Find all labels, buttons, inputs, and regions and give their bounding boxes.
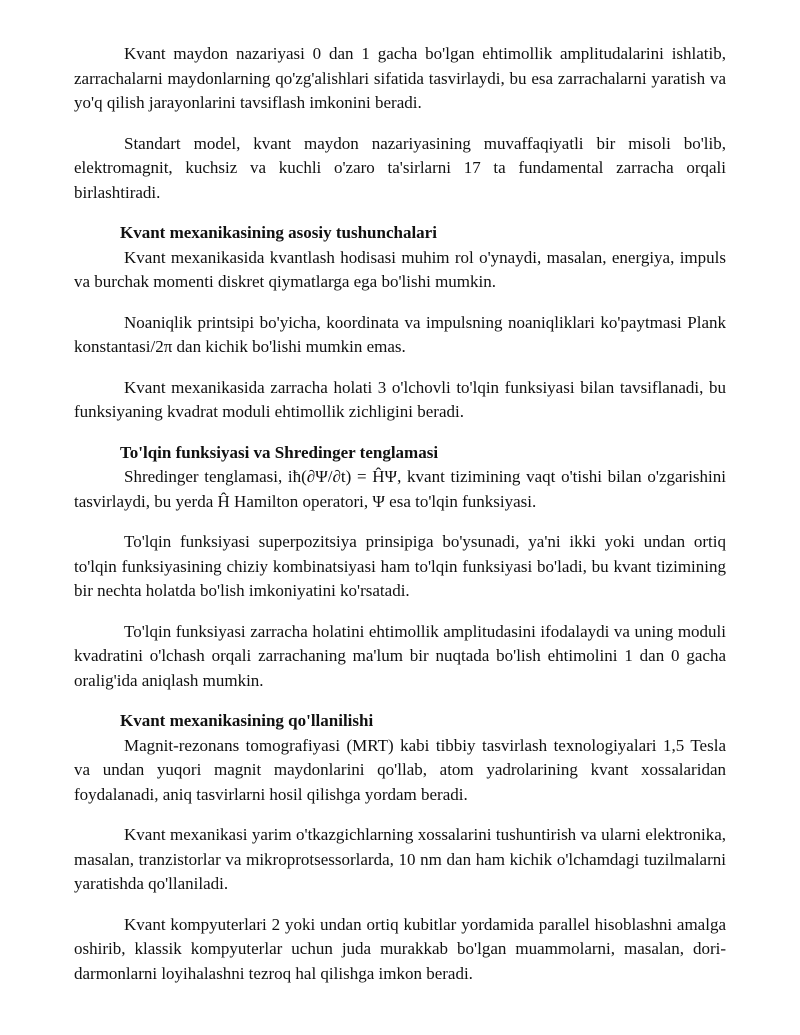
paragraph-standard-model: Standart model, kvant maydon nazariyasining muvaffaqiyatli bir misoli bo'lib, elektromagnit, kuchsiz va kuchli o'zaro ta'sirlarni 17 ta fundamental zarracha orqali birlashtiradi. (74, 133, 726, 202)
paragraph-wave-function-state: Kvant mexanikasida zarracha holati 3 o'lchovli to'lqin funksiyasi bilan tavsiflanadi, bu funksiyaning kvadrat moduli ehtimollik zichligini beradi. (74, 377, 726, 421)
paragraph-probability-amplitude: To'lqin funksiyasi zarracha holatini ehtimollik amplitudasini ifodalaydi va uning moduli kvadratini o'lchash orqali zarrachaning ma'lum bir nuqtada bo'lish ehtimolini 1 dan 0 gacha oralig'ida aniqlash mumkin. (74, 621, 726, 690)
paragraph-quantization: Kvant mexanikasida kvantlash hodisasi muhim rol o'ynaydi, masalan, energiya, impuls va burchak momenti diskret qiymatlarga ega bo'lishi mumkin. (74, 247, 726, 291)
paragraph-semiconductors: Kvant mexanikasi yarim o'tkazgichlarning xossalarini tushuntirish va ularni elektronika, masalan, tranzistorlar va mikroprotsessorlarda, 10 nm dan ham kichik o'lchamdagi tuzilmalarni yaratishda qo'llaniladi. (74, 825, 726, 893)
paragraph-mri: Magnit-rezonans tomografiyasi (MRT) kabi tibbiy tasvirlash texnologiyalari 1,5 Tesla va undan yuqori magnit maydonlarini qo'llab, atom yadrolarining kvant xossalaridan foydalanadi, aniq tasvirlarni hosil qilishga yordam beradi. (74, 735, 726, 804)
paragraph-schrodinger-equation: Shredinger tenglamasi, iħ(∂Ψ/∂t) = ĤΨ, kvant tizimining vaqt o'tishi bilan o'zgarishini tasvirlaydi, bu yerda Ĥ Hamilton operatori, Ψ esa to'lqin funksiyasi. (74, 467, 726, 511)
paragraph-qft-amplitudes: Kvant maydon nazariyasi 0 dan 1 gacha bo'lgan ehtimollik amplitudalarini ishlatib, zarrachalarni maydonlarning qo'zg'alishlari sifatida tasvirlaydi, bu esa zarrachalarni yaratish va yo'q qilish jarayonlarini tavsiflash imkonini beradi. (74, 44, 726, 112)
paragraph-superposition: To'lqin funksiyasi superpozitsiya prinsipiga bo'ysunadi, ya'ni ikki yoki undan ortiq to'lqin funksiyasining chiziy kombinatsiyasi ham to'lqin funksiyasi bo'ladi, bu kvant tizimining bir nechta holatda bo'lish imkoniyatini ko'rsatadi. (74, 532, 726, 600)
paragraph-uncertainty: Noaniqlik printsipi bo'yicha, koordinata va impulsning noaniqliklari ko'paytmasi Plank konstantasi/2π dan kichik bo'lishi mumkin emas. (74, 312, 726, 356)
heading-wave-function-schrodinger: To'lqin funksiyasi va Shredinger tenglamasi (120, 442, 439, 462)
paragraph-quantum-computers: Kvant kompyuterlari 2 yoki undan ortiq kubitlar yordamida parallel hisoblashni amalga oshirib, klassik kompyuterlar uchun juda murakkab bo'lgan muammolarni, masalan, dori-darmonlarni loyihalashni tezroq hal qilishga imkon beradi. (74, 914, 726, 983)
heading-basic-concepts: Kvant mexanikasining asosiy tushunchalari (120, 223, 437, 242)
heading-applications: Kvant mexanikasining qo'llanilishi (120, 711, 374, 730)
